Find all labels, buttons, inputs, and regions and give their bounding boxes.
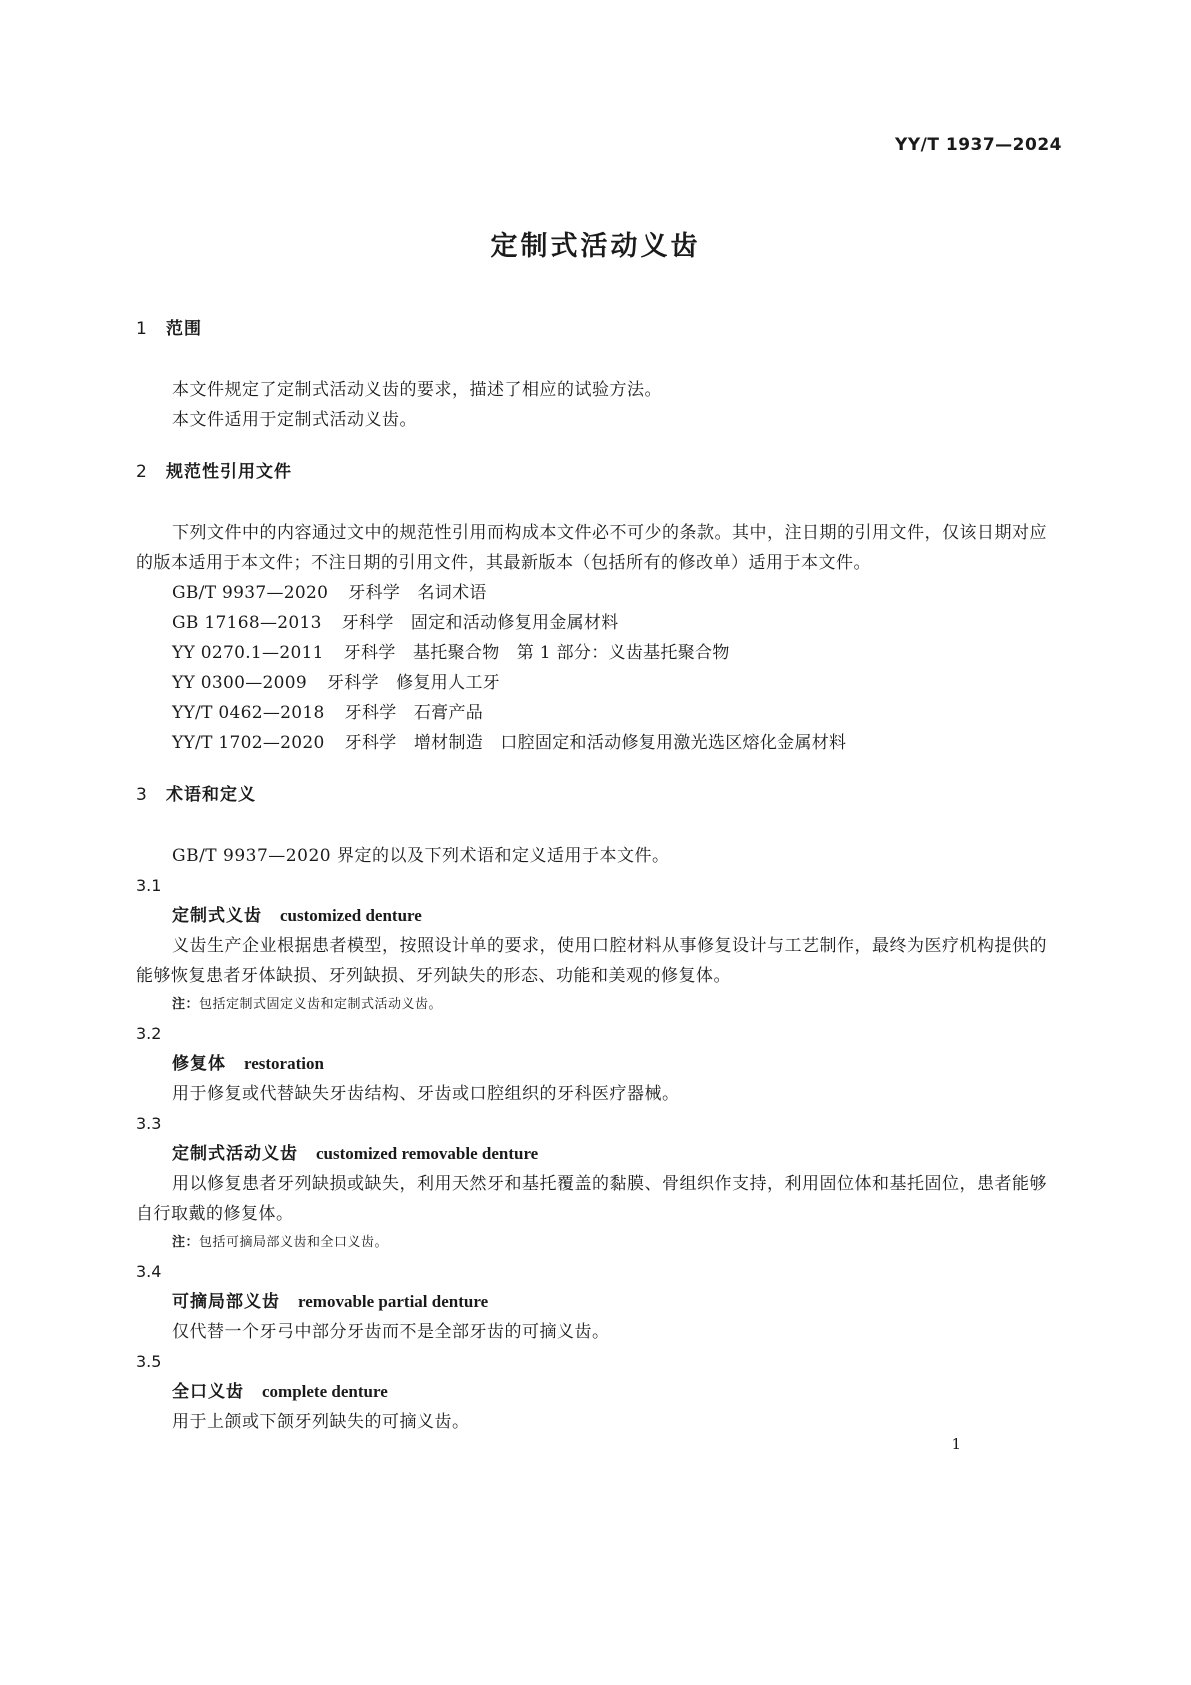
reference-code: YY/T 1702—2020 bbox=[172, 733, 325, 753]
reference-item bbox=[136, 638, 1056, 668]
term-note bbox=[136, 1229, 1056, 1257]
term-definition: 仅代替一个牙弓中部分牙齿而不是全部牙齿的可摘义齿。 bbox=[172, 1322, 610, 1342]
term-number: 3.3 bbox=[136, 1114, 162, 1133]
term-title bbox=[136, 1049, 1056, 1079]
note-text: 包括定制式固定义齿和定制式活动义齿。 bbox=[199, 997, 443, 1012]
document-body bbox=[136, 300, 1056, 1437]
term-zh: 全口义齿 bbox=[172, 1382, 244, 1402]
section-number: 2 bbox=[136, 462, 148, 482]
term-title bbox=[136, 1287, 1056, 1317]
terms-intro: GB/T 9937—2020 界定的以及下列术语和定义适用于本文件。 bbox=[172, 846, 670, 866]
reference-code: GB/T 9937—2020 bbox=[172, 583, 329, 603]
term-number: 3.2 bbox=[136, 1024, 162, 1043]
term-zh: 定制式义齿 bbox=[172, 906, 262, 926]
section-3-heading bbox=[136, 780, 1056, 805]
section-title: 规范性引用文件 bbox=[166, 462, 292, 482]
term-en: removable partial denture bbox=[298, 1292, 489, 1311]
term-title bbox=[136, 901, 1056, 931]
reference-title: 牙科学 名词术语 bbox=[348, 583, 487, 603]
reference-title: 牙科学 基托聚合物 第 1 部分：义齿基托聚合物 bbox=[343, 643, 730, 663]
term-en: customized denture bbox=[280, 906, 422, 925]
term-en: customized removable denture bbox=[316, 1144, 539, 1163]
term-definition: 义齿生产企业根据患者模型，按照设计单的要求，使用口腔材料从事修复设计与工艺制作，最终为医疗机构提供的能够恢复患者牙体缺损、牙列缺损、牙列缺失的形态、功能和美观的修复体。 bbox=[136, 936, 1047, 986]
term-title bbox=[136, 1139, 1056, 1169]
references-intro: 下列文件中的内容通过文中的规范性引用而构成本文件必不可少的条款。其中，注日期的引用文件，仅该日期对应的版本适用于本文件；不注日期的引用文件，其最新版本（包括所有的修改单）适用于本文件。 bbox=[136, 523, 1047, 573]
document-code: YY/T 1937—2024 bbox=[895, 135, 1062, 155]
reference-item bbox=[136, 698, 1056, 728]
reference-title: 牙科学 石膏产品 bbox=[344, 703, 484, 723]
section-title: 术语和定义 bbox=[166, 785, 256, 805]
section-number: 1 bbox=[136, 319, 148, 339]
reference-code: YY 0300—2009 bbox=[172, 673, 307, 693]
term-en: complete denture bbox=[262, 1382, 388, 1401]
scope-paragraph: 本文件规定了定制式活动义齿的要求，描述了相应的试验方法。 bbox=[172, 380, 662, 400]
term-note bbox=[136, 991, 1056, 1019]
reference-item bbox=[136, 728, 1056, 758]
reference-title: 牙科学 修复用人工牙 bbox=[326, 673, 500, 693]
term-definition: 用以修复患者牙列缺损或缺失，利用天然牙和基托覆盖的黏膜、骨组织作支持，利用固位体和基托固位，患者能够自行取戴的修复体。 bbox=[136, 1174, 1047, 1224]
term-definition: 用于上颌或下颌牙列缺失的可摘义齿。 bbox=[172, 1412, 470, 1432]
reference-code: YY/T 0462—2018 bbox=[172, 703, 325, 723]
reference-item bbox=[136, 608, 1056, 638]
reference-item bbox=[136, 668, 1056, 698]
term-zh: 修复体 bbox=[172, 1054, 226, 1074]
scope-paragraph: 本文件适用于定制式活动义齿。 bbox=[172, 410, 417, 430]
page-number: 1 bbox=[951, 1435, 961, 1453]
reference-code: GB 17168—2013 bbox=[172, 613, 322, 633]
section-title: 范围 bbox=[166, 319, 202, 339]
note-text: 包括可摘局部义齿和全口义齿。 bbox=[199, 1235, 389, 1250]
reference-code: YY 0270.1—2011 bbox=[172, 643, 324, 663]
reference-title: 牙科学 增材制造 口腔固定和活动修复用激光选区熔化金属材料 bbox=[344, 733, 847, 753]
term-definition: 用于修复或代替缺失牙齿结构、牙齿或口腔组织的牙科医疗器械。 bbox=[172, 1084, 680, 1104]
section-number: 3 bbox=[136, 785, 148, 805]
reference-item bbox=[136, 578, 1056, 608]
term-number: 3.5 bbox=[136, 1352, 162, 1371]
note-label: 注： bbox=[172, 997, 200, 1012]
term-number: 3.4 bbox=[136, 1262, 162, 1281]
section-2-heading bbox=[136, 457, 1056, 482]
term-en: restoration bbox=[244, 1054, 324, 1073]
term-number: 3.1 bbox=[136, 876, 162, 895]
term-title bbox=[136, 1377, 1056, 1407]
term-zh: 可摘局部义齿 bbox=[172, 1292, 280, 1312]
reference-title: 牙科学 固定和活动修复用金属材料 bbox=[341, 613, 619, 633]
document-title: 定制式活动义齿 bbox=[490, 231, 701, 262]
section-1-heading bbox=[136, 314, 1056, 339]
term-zh: 定制式活动义齿 bbox=[172, 1144, 298, 1164]
note-label: 注： bbox=[172, 1235, 200, 1250]
